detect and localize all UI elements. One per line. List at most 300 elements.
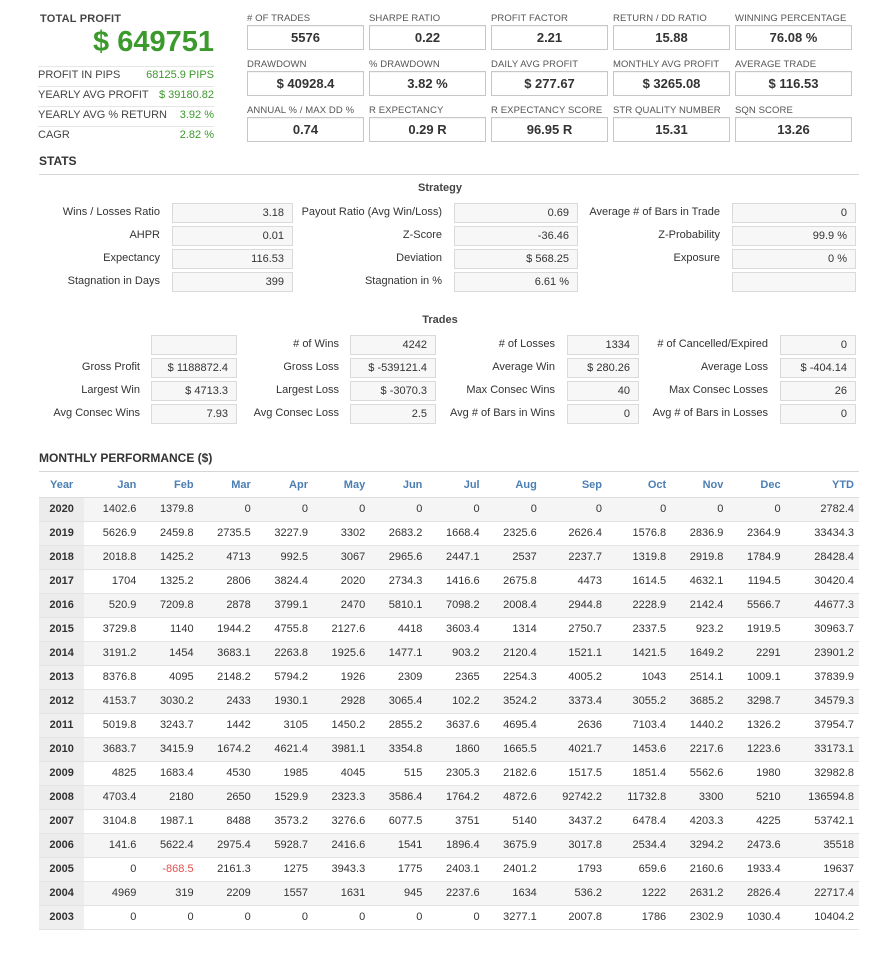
month-value-cell: 2237.7 bbox=[542, 545, 607, 569]
month-value-cell: 35518 bbox=[786, 833, 859, 857]
column-header: Mar bbox=[199, 473, 256, 497]
month-value-cell: 4872.6 bbox=[485, 785, 542, 809]
month-value-cell: 0 bbox=[607, 497, 671, 521]
year-cell: 2007 bbox=[39, 809, 84, 833]
summary-row-label: YEARLY AVG % RETURN bbox=[38, 109, 167, 121]
trade-label: Average Win bbox=[492, 361, 555, 373]
month-value-cell: 1030.4 bbox=[728, 905, 785, 929]
year-cell: 2003 bbox=[39, 905, 84, 929]
stat-value: $ 568.25 bbox=[454, 249, 578, 269]
month-value-cell: 3373.4 bbox=[542, 689, 607, 713]
month-value-cell: 1319.8 bbox=[607, 545, 671, 569]
month-value-cell: 1896.4 bbox=[427, 833, 484, 857]
metric-profit-factor bbox=[491, 13, 608, 50]
month-value-cell: 2180 bbox=[141, 785, 198, 809]
month-value-cell: 1379.8 bbox=[141, 497, 198, 521]
month-value-cell: 3799.1 bbox=[256, 593, 313, 617]
month-value-cell: 3437.2 bbox=[542, 809, 607, 833]
column-header: Jul bbox=[427, 473, 484, 497]
month-value-cell: 1140 bbox=[141, 617, 198, 641]
month-value-cell: 7098.2 bbox=[427, 593, 484, 617]
trade-label: Largest Loss bbox=[276, 384, 339, 396]
month-value-cell: 2337.5 bbox=[607, 617, 671, 641]
month-value-cell: 1793 bbox=[542, 857, 607, 881]
trade-label: Avg Consec Loss bbox=[253, 407, 339, 419]
month-value-cell: 2537 bbox=[485, 545, 542, 569]
month-value-cell: 2626.4 bbox=[542, 521, 607, 545]
stat-label: Deviation bbox=[396, 252, 442, 264]
metric-label: R EXPECTANCY SCORE bbox=[491, 105, 603, 116]
month-value-cell: 2228.9 bbox=[607, 593, 671, 617]
month-value-cell: 0 bbox=[542, 497, 607, 521]
month-value-cell: 4095 bbox=[141, 665, 198, 689]
trade-label: # of Losses bbox=[498, 338, 555, 350]
month-value-cell: 1860 bbox=[427, 737, 484, 761]
month-value-cell: 2944.8 bbox=[542, 593, 607, 617]
stats-divider bbox=[39, 174, 859, 175]
metric-label: DRAWDOWN bbox=[247, 59, 307, 70]
month-value-cell: 3354.8 bbox=[370, 737, 427, 761]
month-value-cell: 4045 bbox=[313, 761, 370, 785]
month-value-cell: 4203.3 bbox=[671, 809, 728, 833]
month-value-cell: 4621.4 bbox=[256, 737, 313, 761]
yearly-avg-profit-row bbox=[38, 89, 214, 103]
month-value-cell: 1634 bbox=[485, 881, 542, 905]
metric-annual-max-dd bbox=[247, 105, 364, 142]
trade-value-empty bbox=[151, 335, 237, 355]
trade-label: # of Cancelled/Expired bbox=[657, 338, 768, 350]
trade-value: 0 bbox=[780, 404, 856, 424]
month-value-cell: 2919.8 bbox=[671, 545, 728, 569]
month-value-cell: 2323.3 bbox=[313, 785, 370, 809]
month-value-cell: 3294.2 bbox=[671, 833, 728, 857]
metric-label: DAILY AVG PROFIT bbox=[491, 59, 579, 70]
divider bbox=[38, 126, 214, 127]
month-value-cell: 2309 bbox=[370, 665, 427, 689]
month-value-cell: 1985 bbox=[256, 761, 313, 785]
trade-label: Max Consec Losses bbox=[668, 384, 768, 396]
month-value-cell: 2020 bbox=[313, 569, 370, 593]
month-value-cell: 33434.3 bbox=[786, 521, 859, 545]
month-value-cell: 1925.6 bbox=[313, 641, 370, 665]
column-header: Sep bbox=[542, 473, 607, 497]
year-cell: 2016 bbox=[39, 593, 84, 617]
month-value-cell: 3298.7 bbox=[728, 689, 785, 713]
month-value-cell: 3105 bbox=[256, 713, 313, 737]
month-value-cell: 1987.1 bbox=[141, 809, 198, 833]
metric-sharpe-ratio bbox=[369, 13, 486, 50]
month-value-cell: 659.6 bbox=[607, 857, 671, 881]
month-value-cell: 1517.5 bbox=[542, 761, 607, 785]
month-value-cell: 2433 bbox=[199, 689, 256, 713]
month-value-cell: 1416.6 bbox=[427, 569, 484, 593]
month-value-cell: 5210 bbox=[728, 785, 785, 809]
month-value-cell: 3683.7 bbox=[84, 737, 141, 761]
stat-value: 116.53 bbox=[172, 249, 293, 269]
month-value-cell: 5626.9 bbox=[84, 521, 141, 545]
trade-label: Largest Win bbox=[81, 384, 140, 396]
month-value-cell: 1402.6 bbox=[84, 497, 141, 521]
trade-value: 0 bbox=[780, 335, 856, 355]
month-value-cell: 2855.2 bbox=[370, 713, 427, 737]
column-header: Aug bbox=[485, 473, 542, 497]
month-value-cell: 0 bbox=[199, 905, 256, 929]
stat-value: 99.9 % bbox=[732, 226, 856, 246]
summary-row-value: $ 39180.82 bbox=[158, 89, 214, 101]
month-value-cell: 34579.3 bbox=[786, 689, 859, 713]
metric-value: $ 3265.08 bbox=[613, 71, 730, 96]
month-value-cell: 0 bbox=[671, 497, 728, 521]
table-row bbox=[39, 521, 859, 545]
month-value-cell: 515 bbox=[370, 761, 427, 785]
month-value-cell: 19637 bbox=[786, 857, 859, 881]
month-value-cell: 3067 bbox=[313, 545, 370, 569]
month-value-cell: 5622.4 bbox=[141, 833, 198, 857]
month-value-cell: 37954.7 bbox=[786, 713, 859, 737]
month-value-cell: 3017.8 bbox=[542, 833, 607, 857]
month-value-cell: 8488 bbox=[199, 809, 256, 833]
month-value-cell: 2291 bbox=[728, 641, 785, 665]
month-value-cell: 2826.4 bbox=[728, 881, 785, 905]
divider bbox=[38, 106, 214, 107]
table-header-row bbox=[39, 473, 859, 497]
strategy-title: Strategy bbox=[417, 182, 463, 194]
month-value-cell: 5566.7 bbox=[728, 593, 785, 617]
month-value-cell: 3751 bbox=[427, 809, 484, 833]
month-value-cell: 1009.1 bbox=[728, 665, 785, 689]
month-value-cell: 0 bbox=[427, 905, 484, 929]
month-value-cell: 1930.1 bbox=[256, 689, 313, 713]
month-value-cell: -868.5 bbox=[141, 857, 198, 881]
month-value-cell: 3300 bbox=[671, 785, 728, 809]
month-value-cell: 141.6 bbox=[84, 833, 141, 857]
year-cell: 2008 bbox=[39, 785, 84, 809]
month-value-cell: 1325.2 bbox=[141, 569, 198, 593]
month-value-cell: 1529.9 bbox=[256, 785, 313, 809]
month-value-cell: 2878 bbox=[199, 593, 256, 617]
month-value-cell: 2683.2 bbox=[370, 521, 427, 545]
month-value-cell: 1477.1 bbox=[370, 641, 427, 665]
month-value-cell: 2209 bbox=[199, 881, 256, 905]
metric-value: $ 116.53 bbox=[735, 71, 852, 96]
stat-label: Exposure bbox=[673, 252, 720, 264]
month-value-cell: 1980 bbox=[728, 761, 785, 785]
stat-value: 6.61 % bbox=[454, 272, 578, 292]
month-value-cell: 1784.9 bbox=[728, 545, 785, 569]
month-value-cell: 0 bbox=[256, 497, 313, 521]
stat-label: Payout Ratio (Avg Win/Loss) bbox=[301, 206, 442, 218]
month-value-cell: 2365 bbox=[427, 665, 484, 689]
metric-value: 13.26 bbox=[735, 117, 852, 142]
trade-label: Avg Consec Wins bbox=[53, 407, 140, 419]
month-value-cell: 1775 bbox=[370, 857, 427, 881]
month-value-cell: 2806 bbox=[199, 569, 256, 593]
stat-label: Stagnation in % bbox=[364, 275, 442, 287]
metric-monthly-avg-profit bbox=[613, 59, 730, 96]
year-cell: 2018 bbox=[39, 545, 84, 569]
metric-label: R EXPECTANCY bbox=[369, 105, 444, 116]
trade-label: Avg # of Bars in Losses bbox=[652, 407, 768, 419]
month-value-cell: 2008.4 bbox=[485, 593, 542, 617]
month-value-cell: 2401.2 bbox=[485, 857, 542, 881]
month-value-cell: 1453.6 bbox=[607, 737, 671, 761]
month-value-cell: 2636 bbox=[542, 713, 607, 737]
month-value-cell: 520.9 bbox=[84, 593, 141, 617]
month-value-cell: 2459.8 bbox=[141, 521, 198, 545]
month-value-cell: 3277.1 bbox=[485, 905, 542, 929]
stat-value-empty bbox=[732, 272, 856, 292]
profit-in-pips-row bbox=[38, 69, 214, 83]
month-value-cell: 4632.1 bbox=[671, 569, 728, 593]
table-row bbox=[39, 641, 859, 665]
month-value-cell: 92742.2 bbox=[542, 785, 607, 809]
metric-value: 96.95 R bbox=[491, 117, 608, 142]
month-value-cell: 10404.2 bbox=[786, 905, 859, 929]
metric-label: RETURN / DD RATIO bbox=[613, 13, 707, 24]
stats-title: STATS bbox=[39, 154, 77, 168]
month-value-cell: 0 bbox=[313, 497, 370, 521]
month-value-cell: 2142.4 bbox=[671, 593, 728, 617]
month-value-cell: 0 bbox=[199, 497, 256, 521]
month-value-cell: 1521.1 bbox=[542, 641, 607, 665]
month-value-cell: 536.2 bbox=[542, 881, 607, 905]
month-value-cell: 1222 bbox=[607, 881, 671, 905]
trade-value: 2.5 bbox=[350, 404, 436, 424]
trade-label: # of Wins bbox=[293, 338, 339, 350]
month-value-cell: 4825 bbox=[84, 761, 141, 785]
year-cell: 2011 bbox=[39, 713, 84, 737]
table-row bbox=[39, 545, 859, 569]
month-value-cell: 1704 bbox=[84, 569, 141, 593]
summary-row-label: YEARLY AVG PROFIT bbox=[38, 89, 149, 101]
month-value-cell: 0 bbox=[141, 905, 198, 929]
monthly-performance-table bbox=[39, 473, 859, 930]
month-value-cell: 6478.4 bbox=[607, 809, 671, 833]
month-value-cell: 0 bbox=[485, 497, 542, 521]
table-row bbox=[39, 857, 859, 881]
table-row bbox=[39, 689, 859, 713]
table-row bbox=[39, 785, 859, 809]
month-value-cell: 5019.8 bbox=[84, 713, 141, 737]
metric-value: $ 40928.4 bbox=[247, 71, 364, 96]
metric-label: # OF TRADES bbox=[247, 13, 311, 24]
table-row bbox=[39, 905, 859, 929]
month-value-cell: 1043 bbox=[607, 665, 671, 689]
stat-label: AHPR bbox=[129, 229, 160, 241]
month-value-cell: 3603.4 bbox=[427, 617, 484, 641]
table-row bbox=[39, 593, 859, 617]
month-value-cell: 37839.9 bbox=[786, 665, 859, 689]
stat-label: Stagnation in Days bbox=[67, 275, 160, 287]
metric-drawdown bbox=[247, 59, 364, 96]
month-value-cell: 1223.6 bbox=[728, 737, 785, 761]
stat-label: Average # of Bars in Trade bbox=[589, 206, 720, 218]
metric-sqn-score bbox=[735, 105, 852, 142]
stat-value: 0.69 bbox=[454, 203, 578, 223]
month-value-cell: 1683.4 bbox=[141, 761, 198, 785]
year-cell: 2014 bbox=[39, 641, 84, 665]
metric-label: % DRAWDOWN bbox=[369, 59, 440, 70]
column-header: Jun bbox=[370, 473, 427, 497]
month-value-cell: 3729.8 bbox=[84, 617, 141, 641]
month-value-cell: 3586.4 bbox=[370, 785, 427, 809]
month-value-cell: 1926 bbox=[313, 665, 370, 689]
month-value-cell: 1454 bbox=[141, 641, 198, 665]
month-value-cell: 4153.7 bbox=[84, 689, 141, 713]
metric-label: WINNING PERCENTAGE bbox=[735, 13, 847, 24]
month-value-cell: 2416.6 bbox=[313, 833, 370, 857]
month-value-cell: 0 bbox=[728, 497, 785, 521]
month-value-cell: 0 bbox=[84, 905, 141, 929]
month-value-cell: 2631.2 bbox=[671, 881, 728, 905]
month-value-cell: 1764.2 bbox=[427, 785, 484, 809]
metric-r-expectancy bbox=[369, 105, 486, 142]
trade-value: 0 bbox=[567, 404, 639, 424]
month-value-cell: 3227.9 bbox=[256, 521, 313, 545]
month-value-cell: 5810.1 bbox=[370, 593, 427, 617]
month-value-cell: 0 bbox=[313, 905, 370, 929]
summary-row-value: 2.82 % bbox=[179, 129, 214, 141]
stat-label: Wins / Losses Ratio bbox=[62, 206, 160, 218]
month-value-cell: 136594.8 bbox=[786, 785, 859, 809]
trade-label: Max Consec Wins bbox=[466, 384, 555, 396]
month-value-cell: 4473 bbox=[542, 569, 607, 593]
month-value-cell: 53742.1 bbox=[786, 809, 859, 833]
month-value-cell: 2514.1 bbox=[671, 665, 728, 689]
trade-label: Gross Profit bbox=[81, 361, 140, 373]
month-value-cell: 1944.2 bbox=[199, 617, 256, 641]
month-value-cell: 2965.6 bbox=[370, 545, 427, 569]
month-value-cell: 2470 bbox=[313, 593, 370, 617]
column-header: Feb bbox=[141, 473, 198, 497]
month-value-cell: 1786 bbox=[607, 905, 671, 929]
trade-label: Average Loss bbox=[700, 361, 768, 373]
year-cell: 2012 bbox=[39, 689, 84, 713]
year-cell: 2010 bbox=[39, 737, 84, 761]
month-value-cell: 2305.3 bbox=[427, 761, 484, 785]
month-value-cell: 11732.8 bbox=[607, 785, 671, 809]
year-cell: 2015 bbox=[39, 617, 84, 641]
month-value-cell: 23901.2 bbox=[786, 641, 859, 665]
month-value-cell: 1450.2 bbox=[313, 713, 370, 737]
metric-num-trades bbox=[247, 13, 364, 50]
year-cell: 2005 bbox=[39, 857, 84, 881]
summary-row-value: 3.92 % bbox=[179, 109, 214, 121]
month-value-cell: 44677.3 bbox=[786, 593, 859, 617]
month-value-cell: 1440.2 bbox=[671, 713, 728, 737]
month-value-cell: 3824.4 bbox=[256, 569, 313, 593]
month-value-cell: 2148.2 bbox=[199, 665, 256, 689]
month-value-cell: 2325.6 bbox=[485, 521, 542, 545]
summary-row-label: CAGR bbox=[38, 129, 70, 141]
month-value-cell: 1665.5 bbox=[485, 737, 542, 761]
table-row bbox=[39, 761, 859, 785]
month-value-cell: 5928.7 bbox=[256, 833, 313, 857]
trade-label: Gross Loss bbox=[283, 361, 339, 373]
month-value-cell: 2975.4 bbox=[199, 833, 256, 857]
month-value-cell: 4005.2 bbox=[542, 665, 607, 689]
month-value-cell: 319 bbox=[141, 881, 198, 905]
month-value-cell: 2160.6 bbox=[671, 857, 728, 881]
month-value-cell: 4695.4 bbox=[485, 713, 542, 737]
trade-value: $ -539121.4 bbox=[350, 358, 436, 378]
column-header: May bbox=[313, 473, 370, 497]
month-value-cell: 2120.4 bbox=[485, 641, 542, 665]
month-value-cell: 0 bbox=[256, 905, 313, 929]
monthly-divider bbox=[39, 471, 859, 472]
month-value-cell: 903.2 bbox=[427, 641, 484, 665]
stat-value: 3.18 bbox=[172, 203, 293, 223]
month-value-cell: 30963.7 bbox=[786, 617, 859, 641]
divider bbox=[38, 66, 214, 67]
month-value-cell: 1668.4 bbox=[427, 521, 484, 545]
month-value-cell: 945 bbox=[370, 881, 427, 905]
month-value-cell: 30420.4 bbox=[786, 569, 859, 593]
total-profit-label: TOTAL PROFIT bbox=[40, 13, 122, 25]
month-value-cell: 1674.2 bbox=[199, 737, 256, 761]
month-value-cell: 2217.6 bbox=[671, 737, 728, 761]
table-header bbox=[39, 473, 859, 497]
month-value-cell: 992.5 bbox=[256, 545, 313, 569]
table-row bbox=[39, 497, 859, 521]
month-value-cell: 0 bbox=[427, 497, 484, 521]
month-value-cell: 2237.6 bbox=[427, 881, 484, 905]
trade-value: $ -3070.3 bbox=[350, 381, 436, 401]
metric-value: 15.88 bbox=[613, 25, 730, 50]
metric-label: STR QUALITY NUMBER bbox=[613, 105, 721, 116]
month-value-cell: 102.2 bbox=[427, 689, 484, 713]
metric-label: SQN SCORE bbox=[735, 105, 793, 116]
month-value-cell: 1557 bbox=[256, 881, 313, 905]
metric-value: 2.21 bbox=[491, 25, 608, 50]
trade-value: 26 bbox=[780, 381, 856, 401]
column-header: Oct bbox=[607, 473, 671, 497]
metric-label: PROFIT FACTOR bbox=[491, 13, 568, 24]
metric-value: 0.22 bbox=[369, 25, 486, 50]
total-profit-value: $ 649751 bbox=[93, 26, 214, 58]
month-value-cell: 3191.2 bbox=[84, 641, 141, 665]
stat-value: 0 bbox=[732, 203, 856, 223]
month-value-cell: 3104.8 bbox=[84, 809, 141, 833]
year-cell: 2009 bbox=[39, 761, 84, 785]
month-value-cell: 923.2 bbox=[671, 617, 728, 641]
month-value-cell: 3302 bbox=[313, 521, 370, 545]
month-value-cell: 6077.5 bbox=[370, 809, 427, 833]
month-value-cell: 4703.4 bbox=[84, 785, 141, 809]
column-header: YTD bbox=[786, 473, 859, 497]
month-value-cell: 1326.2 bbox=[728, 713, 785, 737]
metric-value: 15.31 bbox=[613, 117, 730, 142]
month-value-cell: 4755.8 bbox=[256, 617, 313, 641]
month-value-cell: 2750.7 bbox=[542, 617, 607, 641]
column-header: Jan bbox=[84, 473, 141, 497]
stat-label: Z-Score bbox=[402, 229, 442, 241]
month-value-cell: 3055.2 bbox=[607, 689, 671, 713]
metric-winning-percentage bbox=[735, 13, 852, 50]
metric-pct-drawdown bbox=[369, 59, 486, 96]
month-value-cell: 4713 bbox=[199, 545, 256, 569]
month-value-cell: 2735.5 bbox=[199, 521, 256, 545]
month-value-cell: 2263.8 bbox=[256, 641, 313, 665]
month-value-cell: 0 bbox=[370, 497, 427, 521]
table-body bbox=[39, 497, 859, 929]
metric-value: 76.08 % bbox=[735, 25, 852, 50]
trade-value: 4242 bbox=[350, 335, 436, 355]
month-value-cell: 2782.4 bbox=[786, 497, 859, 521]
table-row bbox=[39, 737, 859, 761]
month-value-cell: 2403.1 bbox=[427, 857, 484, 881]
metric-r-expectancy-score bbox=[491, 105, 608, 142]
